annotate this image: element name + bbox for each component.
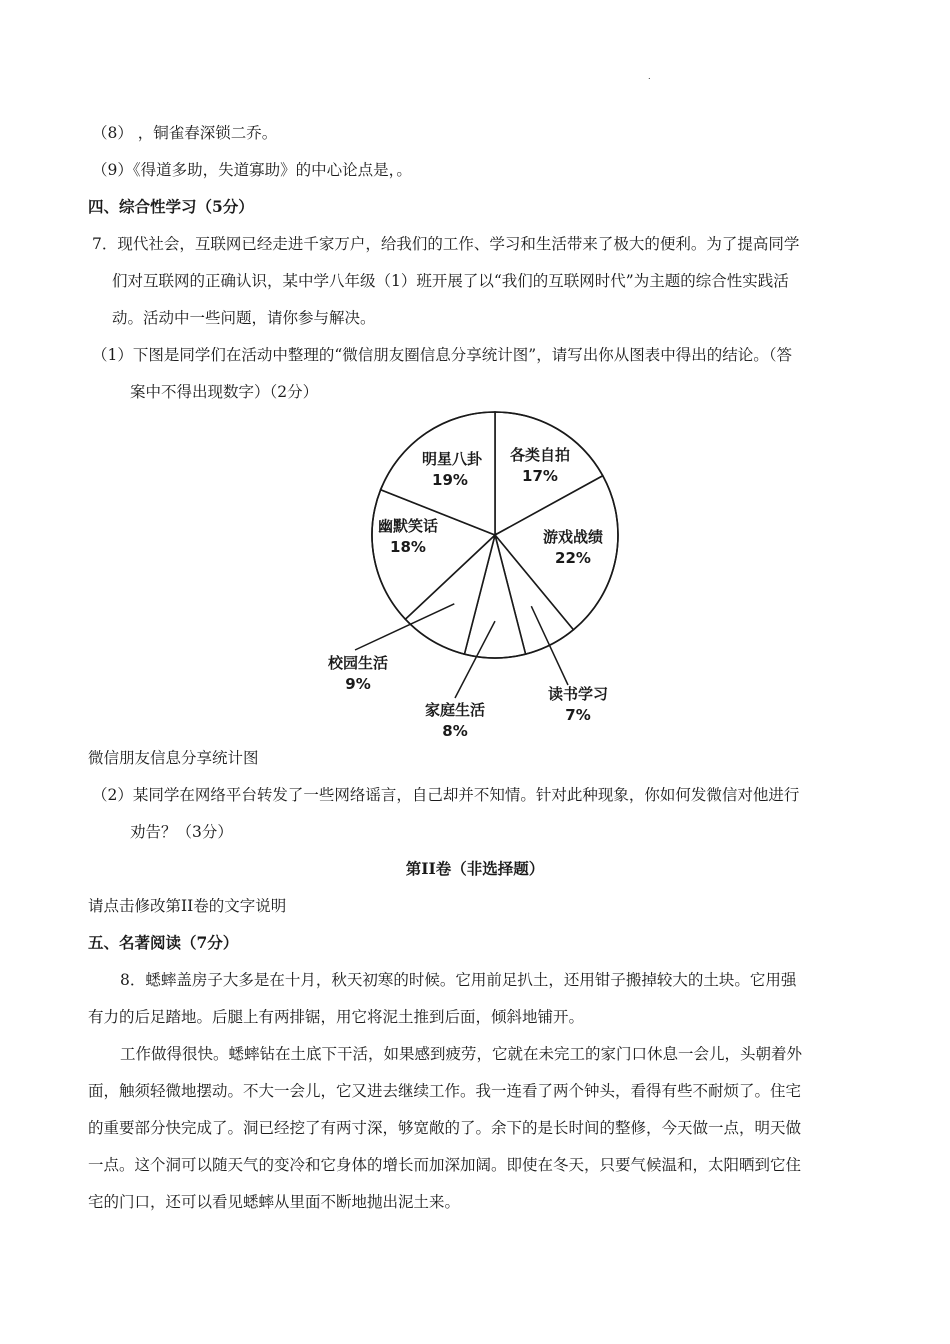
passage-p2-line-3: 的重要部分快完成了。洞已经挖了有两寸深，够宽敞的了。余下的是长时间的整修，今天做一点，明天做 — [88, 1119, 802, 1137]
slice-label-读书学习: 读书学习 — [547, 685, 609, 703]
passage-p2-line-4: 一点。这个洞可以随天气的变冷和它身体的增长而加深加阔。即使在冬天，只要气候温和，太阳晒到它住 — [88, 1156, 802, 1174]
slice-label-幽默笑话: 幽默笑话 — [377, 517, 439, 535]
slice-label-各类自拍: 各类自拍 — [509, 446, 571, 464]
q7-part1-text-1: （1）下图是同学们在活动中整理的“微信朋友圈信息分享统计图”，请写出你从图表中得出的结论。（答 — [92, 346, 792, 364]
pie-chart — [300, 400, 640, 745]
slice-value-幽默笑话: 18% — [390, 538, 426, 556]
q7-part1-text-2: 案中不得出现数字）（2分） — [130, 383, 319, 401]
poem-line-8: （8） ，铜雀春深锁二乔。 — [92, 124, 278, 142]
slice-value-明星八卦: 19% — [432, 471, 468, 489]
poem-line-9: （9）《得道多助，失道寡助》的中心论点是，。 — [92, 161, 412, 179]
section-4-heading: 四、综合性学习（5分） — [88, 197, 254, 216]
q7-text-2: 们对互联网的正确认识，某中学八年级（1）班开展了以“我们的互联网时代”为主题的综合性实践活 — [112, 272, 789, 290]
q7-part2-text-1: （2）某同学在网络平台转发了一些网络谣言，自己却并不知情。针对此种现象，你如何发微信对他进行 — [92, 786, 800, 804]
slice-value-各类自拍: 17% — [522, 467, 558, 485]
passage-p1-line-2: 有力的后足踏地。后腿上有两排锯，用它将泥土推到后面，倾斜地铺开。 — [88, 1008, 585, 1026]
slice-label-家庭生活: 家庭生活 — [424, 701, 486, 719]
passage-p1-line-1: 8．蟋蟀盖房子大多是在十月，秋天初寒的时候。它用前足扒土，还用钳子搬掉较大的土块。它用强 — [120, 971, 797, 989]
q7-text-3: 动。活动中一些问题，请你参与解决。 — [112, 309, 376, 327]
slice-value-校园生活: 9% — [345, 675, 371, 693]
passage-p2-line-5: 宅的门口，还可以看见蟋蟀从里面不断地抛出泥土来。 — [88, 1193, 461, 1211]
section-5-heading: 五、名著阅读（7分） — [88, 933, 239, 952]
part-2-title: 第II卷（非选择题） — [405, 859, 545, 878]
page-dot: . — [648, 72, 651, 81]
part-2-note[interactable]: 请点击修改第II卷的文字说明 — [88, 897, 287, 915]
slice-label-明星八卦: 明星八卦 — [421, 450, 483, 468]
q7-part2-text-2: 劝告？（3分） — [130, 823, 233, 841]
slice-label-校园生活: 校园生活 — [327, 654, 389, 672]
slice-value-家庭生活: 8% — [442, 722, 468, 740]
chart-caption: 微信朋友信息分享统计图 — [88, 749, 259, 767]
slice-value-游戏战绩: 22% — [555, 549, 591, 567]
q7-text-1: 7．现代社会，互联网已经走进千家万户，给我们的工作、学习和生活带来了极大的便利。为了提高同学 — [92, 235, 800, 253]
passage-p2-line-1: 工作做得很快。蟋蟀钻在土底下干活，如果感到疲劳，它就在未完工的家门口休息一会儿，头朝着外 — [120, 1045, 803, 1063]
passage-p2-line-2: 面，触须轻微地摆动。不大一会儿，它又进去继续工作。我一连看了两个钟头，看得有些不耐烦了。住宅 — [88, 1082, 802, 1100]
slice-label-游戏战绩: 游戏战绩 — [542, 528, 604, 546]
slice-value-读书学习: 7% — [565, 706, 591, 724]
